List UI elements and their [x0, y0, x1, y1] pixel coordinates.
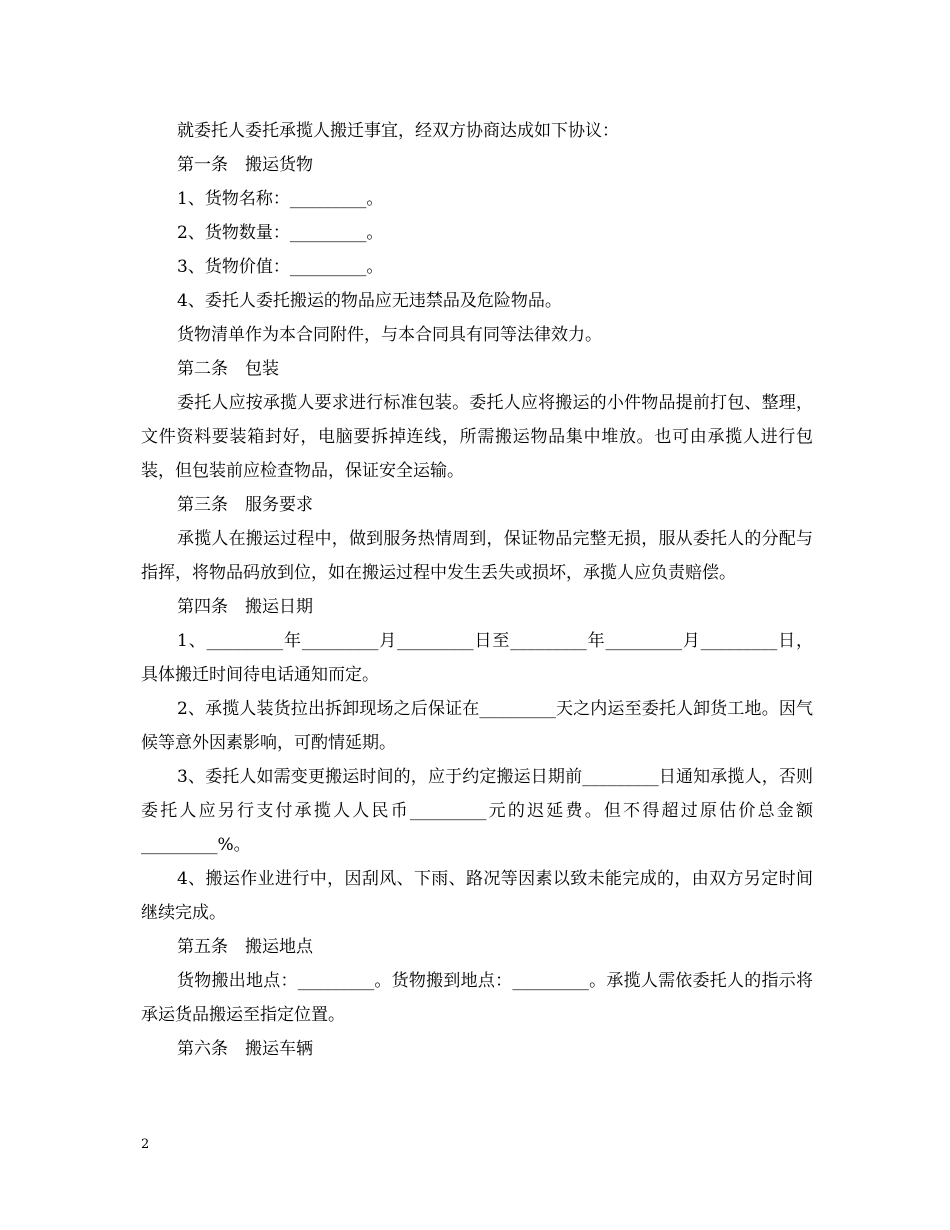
goods-quantity-item: 2、货物数量：_________。: [177, 223, 384, 243]
document-body: [141, 114, 813, 1066]
article-2-heading: 第二条 包装: [177, 359, 279, 379]
moving-date-item-2: 2、承揽人装货拉出拆卸现场之后保证在_________天之内运至委托人卸货工地。因气候等意外因素影响，可酌情延期。: [141, 699, 813, 753]
goods-list-clause: 货物清单作为本合同附件，与本合同具有同等法律效力。: [177, 325, 602, 345]
goods-name-item: 1、货物名称：_________。: [177, 189, 384, 209]
moving-date-item-4: 4、搬运作业进行中，因刮风、下雨、路况等因素以致未能完成的，由双方另定时间继续完成。: [141, 869, 813, 923]
moving-date-item-1: 1、_________年_________月_________日至_________年_________月_________日，具体搬迁时间待电话通知而定。: [141, 631, 813, 685]
article-4-heading: 第四条 搬运日期: [177, 597, 313, 617]
moving-date-item-3: 3、委托人如需变更搬运时间的，应于约定搬运日期前_________日通知承揽人，否则委托人应另行支付承揽人人民币_________元的迟延费。但不得超过原估价总金额_________%。: [141, 767, 813, 855]
article-6-heading: 第六条 搬运车辆: [177, 1039, 313, 1059]
article-5-heading: 第五条 搬运地点: [177, 937, 313, 957]
page-number: 2: [141, 1137, 150, 1152]
packaging-paragraph: 委托人应按承揽人要求进行标准包装。委托人应将搬运的小件物品提前打包、整理，文件资料要装箱封好，电脑要拆掉连线，所需搬运物品集中堆放。也可由承揽人进行包装，但包装前应检查物品，保证安全运输。: [141, 393, 813, 481]
service-requirements-paragraph: 承揽人在搬运过程中，做到服务热情周到，保证物品完整无损，服从委托人的分配与指挥，将物品码放到位，如在搬运过程中发生丢失或损坏，承揽人应负责赔偿。: [141, 529, 813, 583]
goods-value-item: 3、货物价值：_________。: [177, 257, 384, 277]
prohibited-items-clause: 4、委托人委托搬运的物品应无违禁品及危险物品。: [177, 291, 562, 311]
article-1-heading: 第一条 搬运货物: [177, 155, 313, 175]
article-3-heading: 第三条 服务要求: [177, 495, 313, 515]
moving-location-paragraph: 货物搬出地点：_________。货物搬到地点：_________。承揽人需依委托人的指示将承运货品搬运至指定位置。: [141, 971, 813, 1025]
intro-paragraph: 就委托人委托承揽人搬迁事宜，经双方协商达成如下协议：: [177, 121, 619, 141]
